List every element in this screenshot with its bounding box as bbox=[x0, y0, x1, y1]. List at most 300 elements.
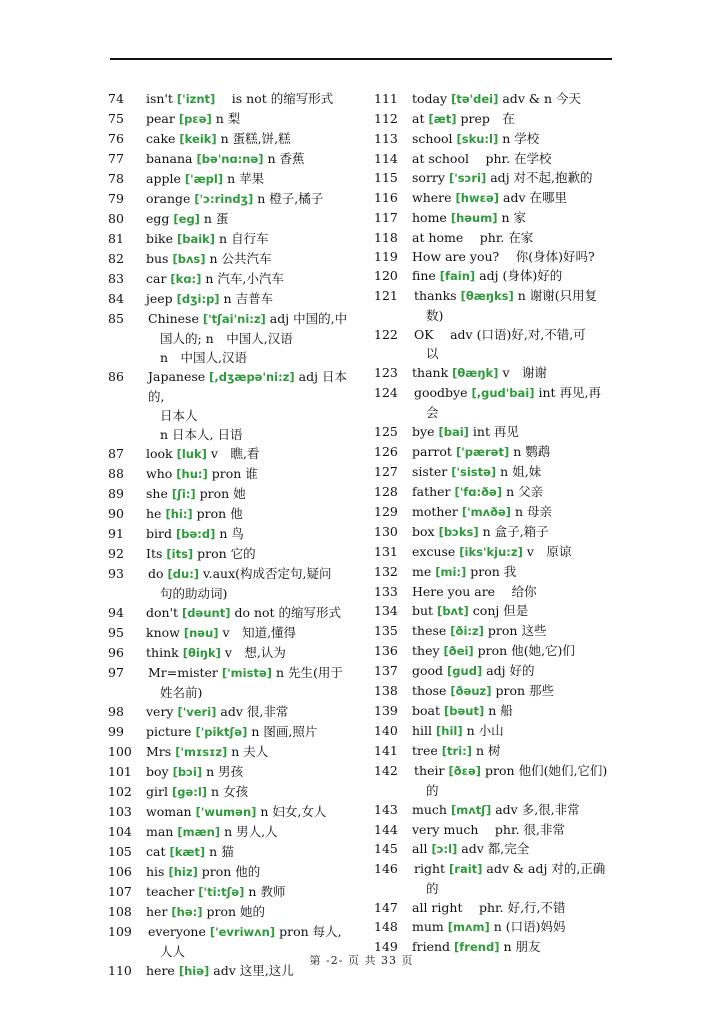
entry-number: 77 bbox=[108, 151, 124, 166]
entry-word: bus bbox=[146, 251, 169, 266]
entry-word: parrot bbox=[412, 444, 452, 459]
entry-definition: n 妇女,女人 bbox=[260, 804, 327, 819]
vocab-entry bbox=[374, 89, 614, 109]
entry-definition: 你(身体)好吗? bbox=[503, 249, 595, 264]
entry-text bbox=[146, 484, 348, 504]
entry-phonetic: [bə:d] bbox=[175, 527, 216, 541]
entry-word: think bbox=[146, 645, 179, 660]
entry-phonetic: [ðei] bbox=[443, 644, 474, 658]
entry-text bbox=[146, 289, 348, 309]
entry-phonetic: [,gud'bai] bbox=[471, 386, 535, 400]
entry-phonetic: ['ti:tʃə] bbox=[198, 885, 245, 899]
entry-text bbox=[146, 902, 348, 922]
entry-text bbox=[412, 228, 614, 247]
entry-number: 140 bbox=[374, 723, 398, 738]
entry-definition: 给你 bbox=[499, 584, 537, 599]
entry-number: 95 bbox=[108, 625, 124, 640]
entry-definition: adv (口语)好,对,不错,可 bbox=[437, 327, 586, 342]
entry-definition: int 再见 bbox=[472, 424, 519, 439]
entry-number: 111 bbox=[374, 91, 398, 106]
entry-phonetic: ['iznt] bbox=[176, 92, 216, 106]
entry-word: mum bbox=[412, 919, 444, 934]
entry-definition: pron 谁 bbox=[211, 466, 258, 481]
entry-number: 134 bbox=[374, 603, 398, 618]
vocab-entry bbox=[108, 444, 348, 464]
entry-definition: n 教师 bbox=[248, 884, 286, 899]
entry-definition: adv 这里,这儿 bbox=[213, 963, 294, 978]
entry-number: 103 bbox=[108, 804, 132, 819]
entry-word: here bbox=[146, 963, 175, 978]
entry-definition: pron 她的 bbox=[206, 904, 266, 919]
entry-number: 82 bbox=[108, 251, 124, 266]
entry-word: man bbox=[146, 824, 174, 839]
entry-text bbox=[146, 544, 348, 564]
entry-word: his bbox=[146, 864, 165, 879]
entry-word: goodbye bbox=[414, 385, 468, 400]
entry-word: cake bbox=[146, 131, 176, 146]
entry-number: 85 bbox=[108, 311, 124, 326]
entry-number: 138 bbox=[374, 683, 398, 698]
entry-text bbox=[414, 383, 614, 422]
entry-word: OK bbox=[414, 327, 434, 342]
entry-number: 75 bbox=[108, 111, 124, 126]
entry-definition: n 自行车 bbox=[219, 231, 269, 246]
entry-number: 118 bbox=[374, 230, 398, 245]
entry-phonetic: [hə:] bbox=[171, 905, 203, 919]
entry-number: 144 bbox=[374, 822, 398, 837]
entry-phonetic: [hiə] bbox=[178, 964, 210, 978]
entry-definition: n 小山 bbox=[466, 723, 504, 738]
entry-word: her bbox=[146, 904, 168, 919]
entry-text bbox=[412, 188, 614, 208]
vocab-entry bbox=[374, 582, 614, 601]
entry-number: 93 bbox=[108, 566, 124, 581]
entry-number: 124 bbox=[374, 385, 398, 400]
entry-number: 121 bbox=[374, 288, 398, 303]
entry-number: 119 bbox=[374, 249, 398, 264]
entry-word: know bbox=[146, 625, 180, 640]
entry-definition: n 橙子,橘子 bbox=[257, 191, 324, 206]
entry-definition: n 苹果 bbox=[227, 171, 265, 186]
entry-text bbox=[412, 800, 614, 820]
entry-definition: adj 中国的,中 bbox=[269, 311, 348, 326]
entry-word: picture bbox=[146, 724, 192, 739]
entry-definition: n 公共汽车 bbox=[209, 251, 272, 266]
vocab-entry bbox=[108, 802, 348, 822]
entry-phonetic: [æt] bbox=[428, 112, 457, 126]
entry-definition: pron 他们(她们,它们) bbox=[485, 763, 608, 778]
vocab-entry bbox=[108, 149, 348, 169]
entry-number: 87 bbox=[108, 446, 124, 461]
entry-text bbox=[146, 444, 348, 464]
entry-number: 146 bbox=[374, 861, 398, 876]
vocab-entry bbox=[374, 800, 614, 820]
entry-word: pear bbox=[146, 111, 175, 126]
entry-definition: phr. 很,非常 bbox=[482, 822, 565, 837]
entry-number: 78 bbox=[108, 171, 124, 186]
header-rule bbox=[110, 58, 612, 60]
entry-word: orange bbox=[146, 191, 191, 206]
entry-text bbox=[146, 169, 348, 189]
entry-text bbox=[146, 129, 348, 149]
entry-text bbox=[412, 741, 614, 761]
entry-text bbox=[412, 661, 614, 681]
entry-definition: int 再见,再 bbox=[538, 385, 602, 400]
entry-phonetic: [iks'kju:z] bbox=[459, 545, 523, 559]
entry-definition: pron 这些 bbox=[487, 623, 547, 638]
entry-definition: adv 很,非常 bbox=[220, 704, 289, 719]
entry-text bbox=[412, 502, 614, 522]
entry-word: today bbox=[412, 91, 448, 106]
entry-text bbox=[146, 209, 348, 229]
entry-number: 99 bbox=[108, 724, 124, 739]
entry-text bbox=[412, 839, 614, 859]
entry-definition: n 汽车,小汽车 bbox=[205, 271, 284, 286]
entry-phonetic: [ʃi:] bbox=[171, 487, 196, 501]
entry-text bbox=[412, 582, 614, 601]
entry-phonetic: [kæt] bbox=[169, 845, 206, 859]
entry-number: 133 bbox=[374, 584, 398, 599]
entry-number: 123 bbox=[374, 365, 398, 380]
entry-number: 128 bbox=[374, 484, 398, 499]
vocab-entry bbox=[374, 859, 614, 898]
entry-number: 125 bbox=[374, 424, 398, 439]
entry-definition: n 男孩 bbox=[206, 764, 244, 779]
entry-text bbox=[148, 309, 348, 367]
entry-definition: n 女孩 bbox=[211, 784, 249, 799]
entry-definition: n 母亲 bbox=[515, 504, 553, 519]
entry-definition: n 鸟 bbox=[219, 526, 244, 541]
entry-word: friend bbox=[412, 939, 451, 954]
vocab-entry bbox=[108, 762, 348, 782]
entry-text bbox=[146, 842, 348, 862]
entry-text bbox=[146, 623, 348, 643]
entry-number: 113 bbox=[374, 131, 398, 146]
vocab-entry bbox=[108, 249, 348, 269]
entry-word: egg bbox=[146, 211, 170, 226]
entry-definition: n 图画,照片 bbox=[251, 724, 318, 739]
entry-number: 117 bbox=[374, 210, 398, 225]
entry-word: look bbox=[146, 446, 173, 461]
vocab-entry bbox=[374, 562, 614, 582]
vocab-entry bbox=[108, 289, 348, 309]
entry-number: 139 bbox=[374, 703, 398, 718]
vocab-entry bbox=[374, 422, 614, 442]
entry-definition: do not 的缩写形式 bbox=[234, 605, 342, 620]
entry-text bbox=[412, 109, 614, 129]
entry-phonetic: [pεə] bbox=[178, 112, 212, 126]
entry-definition: pron 她 bbox=[199, 486, 246, 501]
entry-phonetic: [ɔ:l] bbox=[431, 842, 458, 856]
entry-word: home bbox=[412, 210, 447, 225]
entry-definition: v 瞧,看 bbox=[210, 446, 260, 461]
entry-phonetic: [sku:l] bbox=[456, 132, 499, 146]
entry-number: 105 bbox=[108, 844, 132, 859]
entry-word: How are you? bbox=[412, 249, 500, 264]
vocab-entry bbox=[374, 149, 614, 168]
vocab-entry bbox=[108, 782, 348, 802]
entry-definition: prep 在 bbox=[460, 111, 515, 126]
entry-text bbox=[146, 464, 348, 484]
entry-phonetic: ['ɔ:rindʒ] bbox=[194, 192, 254, 206]
entry-definition: adv 多,很,非常 bbox=[495, 802, 580, 817]
vocab-entry bbox=[108, 623, 348, 643]
entry-word: sorry bbox=[412, 170, 445, 185]
entry-phonetic: ['mistə] bbox=[221, 666, 273, 680]
entry-phonetic: [bɔi] bbox=[172, 765, 203, 779]
entry-definition: n 梨 bbox=[215, 111, 241, 126]
entry-continuation: 国人的; n 中国人,汉语 bbox=[160, 331, 293, 346]
entry-phonetic: [fain] bbox=[439, 269, 476, 283]
vocab-entry bbox=[374, 286, 614, 325]
entry-text bbox=[412, 721, 614, 741]
entry-text bbox=[148, 367, 348, 444]
entry-phonetic: [bəut] bbox=[444, 704, 485, 718]
entry-text bbox=[412, 562, 614, 582]
vocab-entry bbox=[108, 189, 348, 209]
vocab-entry bbox=[374, 741, 614, 761]
entry-phonetic: [ðəuz] bbox=[450, 684, 492, 698]
vocab-entry bbox=[374, 383, 614, 422]
entry-continuation: 人人 bbox=[160, 944, 186, 959]
entry-continuation: 数) bbox=[426, 308, 444, 323]
entry-text bbox=[412, 542, 614, 562]
vocab-entry bbox=[108, 862, 348, 882]
entry-text bbox=[146, 229, 348, 249]
entry-definition: phr. 好,行,不错 bbox=[466, 900, 566, 915]
vocab-entry bbox=[108, 702, 348, 722]
vocab-entry bbox=[374, 761, 614, 800]
entry-text bbox=[148, 564, 348, 603]
vocab-entry bbox=[374, 898, 614, 917]
entry-definition: phr. 在家 bbox=[467, 230, 534, 245]
entry-continuation: 的 bbox=[426, 783, 439, 798]
entry-word: right bbox=[414, 861, 446, 876]
entry-text bbox=[146, 862, 348, 882]
entry-definition: n 家 bbox=[501, 210, 526, 225]
entry-text bbox=[146, 249, 348, 269]
entry-word: car bbox=[146, 271, 167, 286]
entry-number: 112 bbox=[374, 111, 398, 126]
entry-text bbox=[146, 702, 348, 722]
vocab-entry bbox=[374, 721, 614, 741]
vocab-entry bbox=[374, 701, 614, 721]
entry-phonetic: ['sɔri] bbox=[448, 171, 487, 185]
entry-phonetic: [θæŋks] bbox=[460, 289, 514, 303]
entry-phonetic: [bɔks] bbox=[438, 525, 479, 539]
entry-phonetic: [θiŋk] bbox=[182, 646, 221, 660]
entry-word: at school bbox=[412, 151, 469, 166]
entry-definition: pron 每人, bbox=[279, 924, 342, 939]
entry-phonetic: ['veri] bbox=[177, 705, 217, 719]
entry-number: 76 bbox=[108, 131, 124, 146]
entry-definition: pron 他 bbox=[196, 506, 243, 521]
entry-text bbox=[412, 681, 614, 701]
entry-definition: n 树 bbox=[476, 743, 501, 758]
vocab-entry bbox=[374, 839, 614, 859]
entry-definition: conj 但是 bbox=[472, 603, 529, 618]
entry-continuation: 日本人 bbox=[160, 408, 198, 423]
vocab-entry bbox=[374, 542, 614, 562]
entry-phonetic: [hiz] bbox=[168, 865, 198, 879]
entry-phonetic: [hi:] bbox=[165, 507, 193, 521]
entry-definition: pron 他的 bbox=[201, 864, 261, 879]
entry-word: bike bbox=[146, 231, 173, 246]
entry-number: 143 bbox=[374, 802, 398, 817]
entry-continuation: 的 bbox=[426, 881, 439, 896]
entry-text bbox=[412, 168, 614, 188]
entry-word: don't bbox=[146, 605, 179, 620]
entry-number: 108 bbox=[108, 904, 132, 919]
entry-text bbox=[412, 149, 614, 168]
vocab-entry bbox=[374, 168, 614, 188]
entry-text bbox=[146, 89, 348, 109]
entry-definition: n 男人,人 bbox=[224, 824, 278, 839]
entry-phonetic: [gə:l] bbox=[171, 785, 208, 799]
entry-word: boy bbox=[146, 764, 169, 779]
vocab-entry bbox=[108, 742, 348, 762]
entry-number: 129 bbox=[374, 504, 398, 519]
entry-definition: n 鹦鹉 bbox=[513, 444, 551, 459]
entry-word: boat bbox=[412, 703, 441, 718]
entry-phonetic: [hu:] bbox=[176, 467, 208, 481]
left-column bbox=[108, 89, 348, 981]
entry-definition: n 姐,妹 bbox=[500, 464, 542, 479]
entry-word: teacher bbox=[146, 884, 195, 899]
entry-phonetic: [nəu] bbox=[183, 626, 219, 640]
entry-definition: adj (身体)好的 bbox=[479, 268, 563, 283]
entry-phonetic: ['tʃai'ni:z] bbox=[202, 312, 266, 326]
entry-definition: n 盒子,箱子 bbox=[482, 524, 549, 539]
entry-phonetic: ['wumən] bbox=[195, 805, 257, 819]
vocab-entry bbox=[374, 482, 614, 502]
entry-definition: n 香蕉 bbox=[267, 151, 305, 166]
entry-phonetic: [tri:] bbox=[441, 744, 473, 758]
entry-word: sister bbox=[412, 464, 448, 479]
entry-word: but bbox=[412, 603, 434, 618]
entry-phonetic: [frend] bbox=[454, 940, 500, 954]
entry-phonetic: ['sistə] bbox=[451, 465, 497, 479]
entry-text bbox=[412, 462, 614, 482]
entry-phonetic: ['pærət] bbox=[455, 445, 510, 459]
vocab-entry bbox=[108, 129, 348, 149]
entry-number: 120 bbox=[374, 268, 398, 283]
vocab-entry bbox=[108, 882, 348, 902]
entry-word: tree bbox=[412, 743, 438, 758]
entry-text bbox=[146, 524, 348, 544]
entry-definition: pron 它的 bbox=[197, 546, 256, 561]
vocab-entry bbox=[374, 522, 614, 542]
entry-word: girl bbox=[146, 784, 168, 799]
entry-number: 131 bbox=[374, 544, 398, 559]
entry-text bbox=[146, 149, 348, 169]
entry-word: where bbox=[412, 190, 452, 205]
entry-number: 136 bbox=[374, 643, 398, 658]
vocab-entry bbox=[374, 266, 614, 286]
entry-phonetic: [dʒi:p] bbox=[176, 292, 220, 306]
vocab-entry bbox=[108, 643, 348, 663]
entry-definition: adj 好的 bbox=[486, 663, 535, 678]
entry-phonetic: [mi:] bbox=[435, 565, 467, 579]
entry-definition: n 先生(用于 bbox=[276, 665, 343, 680]
entry-word: bird bbox=[146, 526, 172, 541]
entry-definition: adv & adj 对的,正确 bbox=[486, 861, 606, 876]
entry-text bbox=[412, 917, 614, 937]
entry-word: everyone bbox=[148, 924, 206, 939]
vocab-entry bbox=[374, 109, 614, 129]
vocab-entry bbox=[374, 188, 614, 208]
entry-text bbox=[412, 482, 614, 502]
entry-number: 84 bbox=[108, 291, 124, 306]
entry-number: 89 bbox=[108, 486, 124, 501]
vocab-entry bbox=[108, 484, 348, 504]
vocab-entry bbox=[108, 89, 348, 109]
page-footer: 第 -2- 页 共 33 页 bbox=[309, 954, 414, 967]
entry-number: 116 bbox=[374, 190, 398, 205]
entry-word: at home bbox=[412, 230, 464, 245]
entry-number: 81 bbox=[108, 231, 124, 246]
vocab-entry bbox=[108, 209, 348, 229]
entry-continuation: 姓名前) bbox=[160, 685, 203, 700]
entry-word: very bbox=[146, 704, 174, 719]
entry-number: 110 bbox=[108, 963, 132, 978]
entry-definition: n (口语)妈妈 bbox=[493, 919, 566, 934]
entry-number: 98 bbox=[108, 704, 124, 719]
entry-text bbox=[414, 859, 614, 898]
vocab-entry bbox=[108, 367, 348, 444]
entry-text bbox=[412, 247, 614, 266]
entry-phonetic: [mʌtʃ] bbox=[450, 803, 492, 817]
entry-word: mother bbox=[412, 504, 458, 519]
entry-text bbox=[412, 701, 614, 721]
entry-text bbox=[146, 782, 348, 802]
entry-word: fine bbox=[412, 268, 436, 283]
entry-number: 141 bbox=[374, 743, 398, 758]
entry-word: all bbox=[412, 841, 428, 856]
entry-text bbox=[412, 621, 614, 641]
entry-text bbox=[412, 266, 614, 286]
entry-text bbox=[412, 898, 614, 917]
vocab-entry bbox=[374, 502, 614, 522]
entry-text bbox=[412, 208, 614, 228]
entry-text bbox=[412, 442, 614, 462]
entry-number: 130 bbox=[374, 524, 398, 539]
entry-number: 114 bbox=[374, 151, 398, 166]
entry-phonetic: [dəunt] bbox=[182, 606, 231, 620]
entry-word: Chinese bbox=[148, 311, 199, 326]
entry-text bbox=[412, 422, 614, 442]
vocab-entry bbox=[374, 442, 614, 462]
vocab-entry bbox=[374, 820, 614, 839]
entry-definition: pron 那些 bbox=[495, 683, 555, 698]
entry-number: 107 bbox=[108, 884, 132, 899]
entry-text bbox=[414, 325, 614, 363]
entry-definition: n 谢谢(只用复 bbox=[517, 288, 598, 303]
entry-number: 102 bbox=[108, 784, 132, 799]
entry-text bbox=[146, 762, 348, 782]
entry-number: 101 bbox=[108, 764, 132, 779]
vocab-entry bbox=[374, 462, 614, 482]
entry-word: very much bbox=[412, 822, 479, 837]
entry-word: jeep bbox=[146, 291, 173, 306]
entry-number: 88 bbox=[108, 466, 124, 481]
entry-definition: n 蛋糕,饼,糕 bbox=[220, 131, 291, 146]
entry-word: their bbox=[414, 763, 445, 778]
entry-text bbox=[146, 722, 348, 742]
entry-number: 135 bbox=[374, 623, 398, 638]
entry-continuation: 以 bbox=[426, 346, 439, 361]
entry-number: 94 bbox=[108, 605, 124, 620]
